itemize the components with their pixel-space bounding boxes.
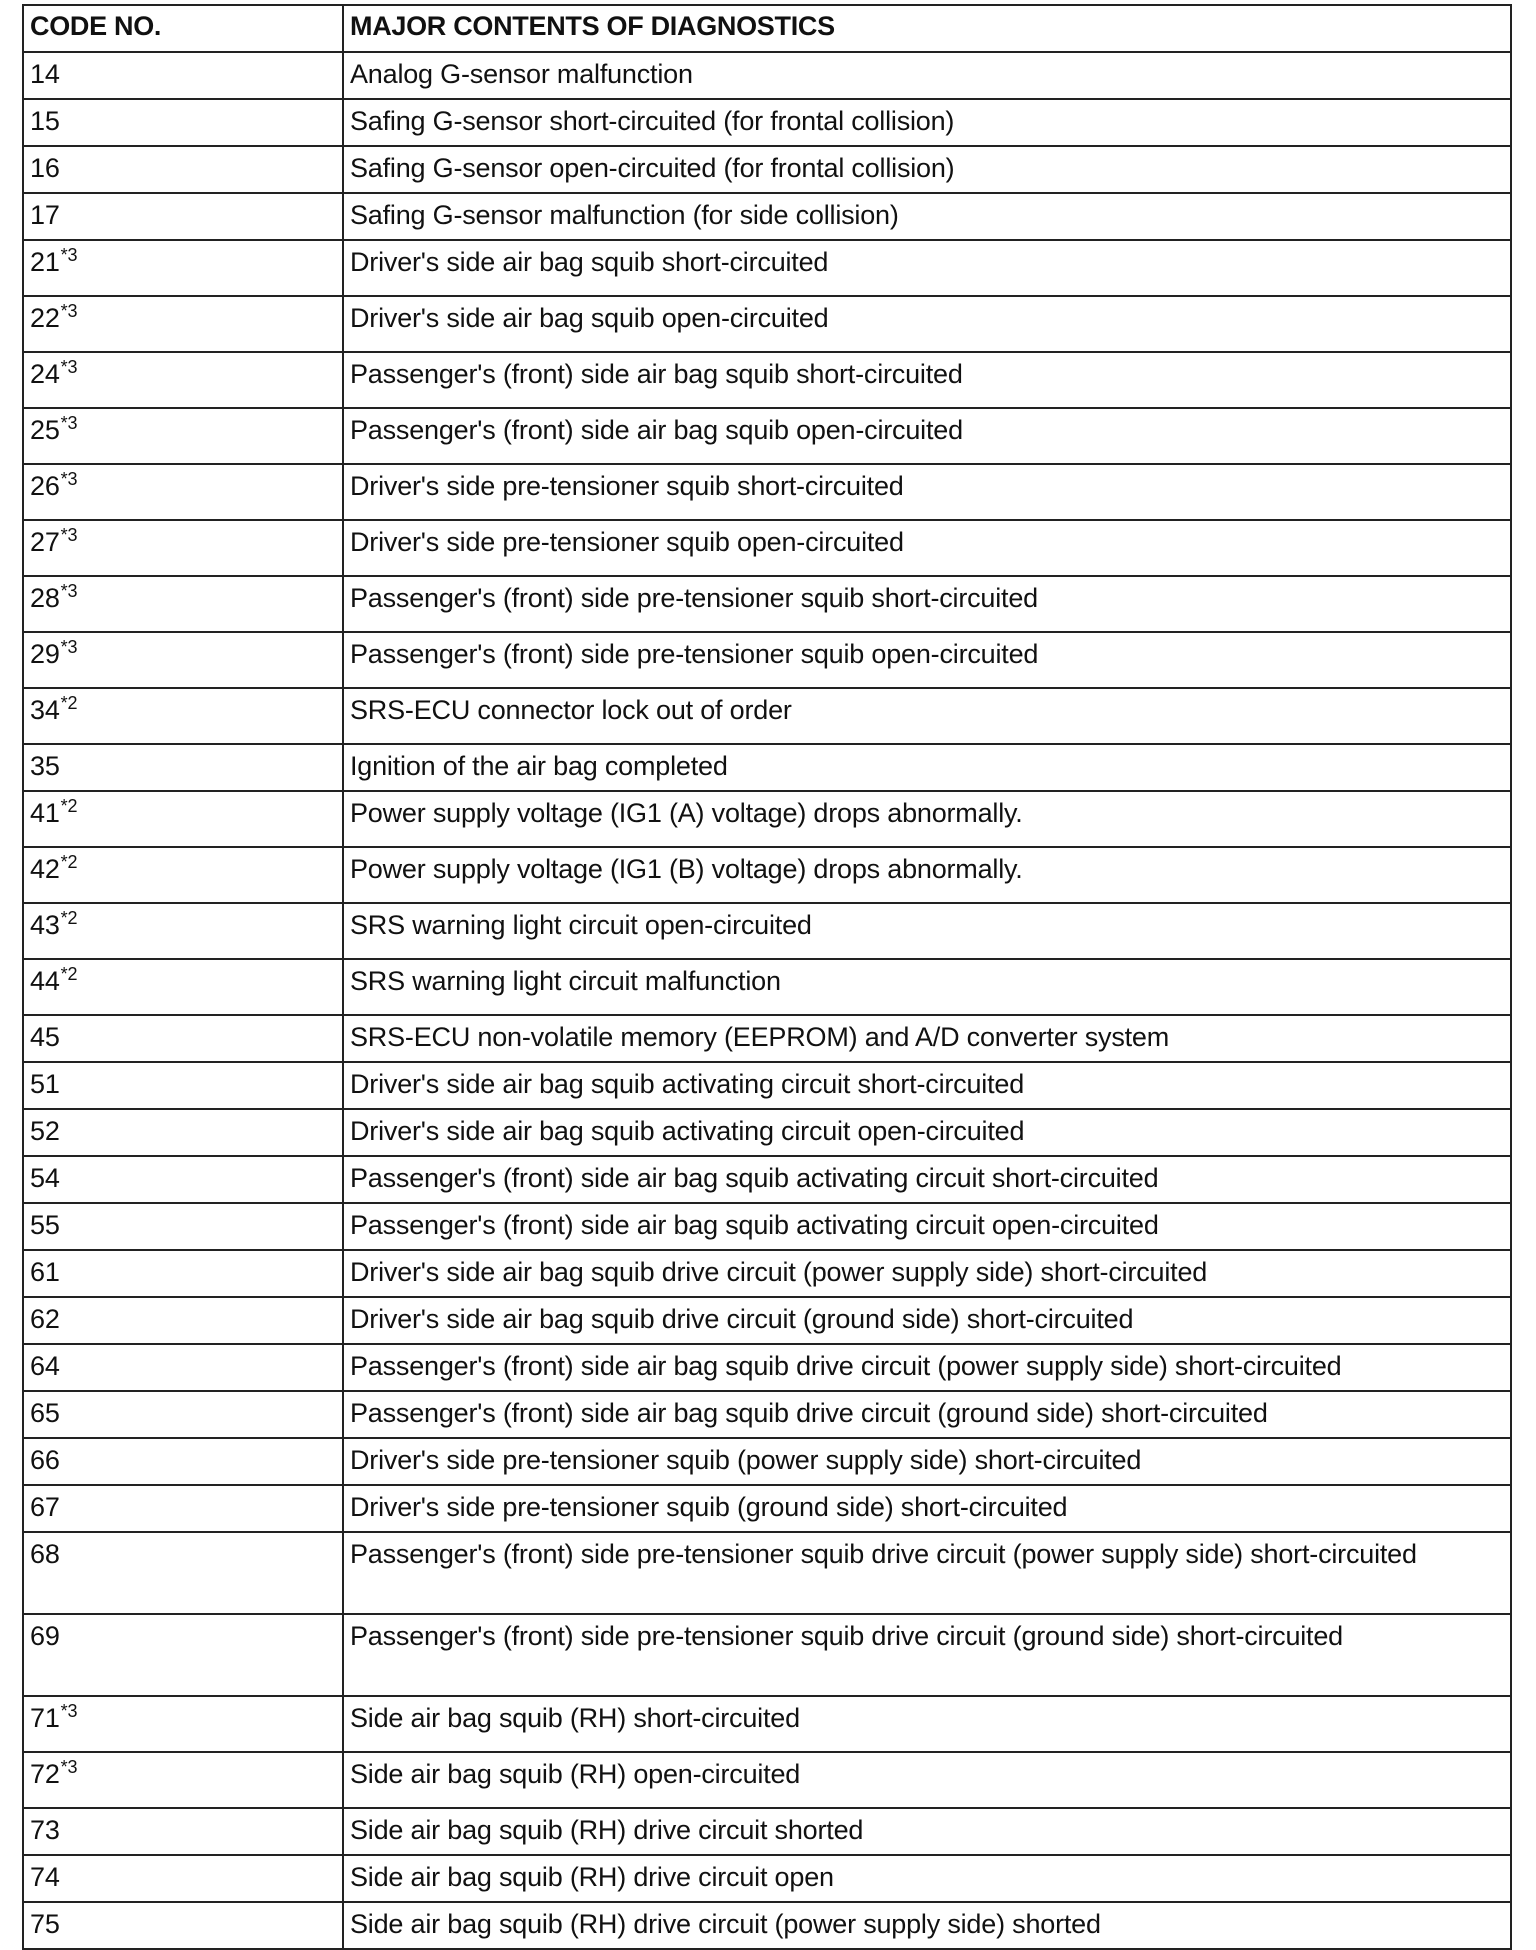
diagnostic-description: Driver's side air bag squib activating circuit short-circuited xyxy=(343,1062,1511,1109)
code-number: 61 xyxy=(30,1257,60,1287)
code-cell xyxy=(23,1696,343,1752)
code-number: 62 xyxy=(30,1304,60,1334)
code-number: 28 xyxy=(30,583,60,613)
code-cell xyxy=(23,1532,343,1614)
table-row xyxy=(23,1062,1511,1109)
code-number: 25 xyxy=(30,415,60,445)
code-footnote-mark: *2 xyxy=(60,964,78,984)
code-number: 24 xyxy=(30,359,60,389)
table-row xyxy=(23,1902,1511,1949)
code-cell xyxy=(23,240,343,296)
code-cell xyxy=(23,1855,343,1902)
table-row xyxy=(23,146,1511,193)
table-row xyxy=(23,1808,1511,1855)
code-cell xyxy=(23,146,343,193)
diagnostic-description: Driver's side air bag squib short-circuited xyxy=(343,240,1511,296)
code-number: 22 xyxy=(30,303,60,333)
code-cell xyxy=(23,464,343,520)
code-number: 14 xyxy=(30,59,60,89)
code-cell xyxy=(23,1808,343,1855)
code-footnote-mark: *2 xyxy=(60,693,78,713)
table-row xyxy=(23,1109,1511,1156)
code-number: 71 xyxy=(30,1703,60,1733)
code-number: 54 xyxy=(30,1163,60,1193)
table-row xyxy=(23,791,1511,847)
table-row xyxy=(23,1250,1511,1297)
diagnostic-description: Passenger's (front) side air bag squib short-circuited xyxy=(343,352,1511,408)
code-cell xyxy=(23,632,343,688)
table-row xyxy=(23,1391,1511,1438)
diagnostic-description: SRS warning light circuit malfunction xyxy=(343,959,1511,1015)
code-footnote-mark: *3 xyxy=(60,357,78,377)
code-footnote-mark: *3 xyxy=(60,1757,78,1777)
code-number: 75 xyxy=(30,1909,60,1939)
table-row xyxy=(23,959,1511,1015)
diagnostic-codes-table xyxy=(22,4,1512,1950)
code-number: 55 xyxy=(30,1210,60,1240)
major-contents-header: MAJOR CONTENTS OF DIAGNOSTICS xyxy=(343,5,1511,52)
code-number: 16 xyxy=(30,153,60,183)
code-footnote-mark: *3 xyxy=(60,637,78,657)
diagnostic-description: Passenger's (front) side air bag squib activating circuit short-circuited xyxy=(343,1156,1511,1203)
code-number: 41 xyxy=(30,798,60,828)
diagnostic-description: Passenger's (front) side pre-tensioner squib short-circuited xyxy=(343,576,1511,632)
diagnostic-description: Passenger's (front) side pre-tensioner squib drive circuit (power supply side) short-circuited xyxy=(343,1532,1511,1614)
table-row xyxy=(23,903,1511,959)
diagnostic-description: SRS warning light circuit open-circuited xyxy=(343,903,1511,959)
code-footnote-mark: *2 xyxy=(60,796,78,816)
code-cell xyxy=(23,791,343,847)
code-number: 17 xyxy=(30,200,60,230)
table-row xyxy=(23,520,1511,576)
code-cell xyxy=(23,1614,343,1696)
table-row xyxy=(23,408,1511,464)
code-number: 51 xyxy=(30,1069,60,1099)
diagnostic-description: Passenger's (front) side pre-tensioner squib open-circuited xyxy=(343,632,1511,688)
table-row xyxy=(23,1614,1511,1696)
diagnostic-description: Passenger's (front) side air bag squib drive circuit (power supply side) short-circuited xyxy=(343,1344,1511,1391)
code-footnote-mark: *3 xyxy=(60,581,78,601)
diagnostic-description: Safing G-sensor open-circuited (for frontal collision) xyxy=(343,146,1511,193)
diagnostic-description: Power supply voltage (IG1 (A) voltage) drops abnormally. xyxy=(343,791,1511,847)
table-row xyxy=(23,1485,1511,1532)
code-number: 42 xyxy=(30,854,60,884)
code-number: 45 xyxy=(30,1022,60,1052)
diagnostic-description: Driver's side pre-tensioner squib short-circuited xyxy=(343,464,1511,520)
diagnostic-description: Side air bag squib (RH) drive circuit (power supply side) shorted xyxy=(343,1902,1511,1949)
code-cell xyxy=(23,1902,343,1949)
table-row xyxy=(23,1438,1511,1485)
code-cell xyxy=(23,903,343,959)
diagnostic-description: Driver's side pre-tensioner squib (ground side) short-circuited xyxy=(343,1485,1511,1532)
table-row xyxy=(23,576,1511,632)
code-number: 66 xyxy=(30,1445,60,1475)
table-row xyxy=(23,632,1511,688)
table-row xyxy=(23,1532,1511,1614)
table-row xyxy=(23,52,1511,99)
diagnostic-description: Side air bag squib (RH) drive circuit open xyxy=(343,1855,1511,1902)
code-cell xyxy=(23,408,343,464)
code-number: 27 xyxy=(30,527,60,557)
code-number: 43 xyxy=(30,910,60,940)
code-cell xyxy=(23,352,343,408)
code-number: 35 xyxy=(30,751,60,781)
diagnostic-description: Side air bag squib (RH) drive circuit shorted xyxy=(343,1808,1511,1855)
code-number: 34 xyxy=(30,695,60,725)
table-row xyxy=(23,1015,1511,1062)
code-cell xyxy=(23,1391,343,1438)
diagnostic-description: Power supply voltage (IG1 (B) voltage) drops abnormally. xyxy=(343,847,1511,903)
table-row xyxy=(23,744,1511,791)
table-row xyxy=(23,1855,1511,1902)
table-row xyxy=(23,847,1511,903)
code-cell xyxy=(23,52,343,99)
code-cell xyxy=(23,296,343,352)
diagnostic-description: Passenger's (front) side air bag squib open-circuited xyxy=(343,408,1511,464)
code-cell xyxy=(23,1297,343,1344)
code-cell xyxy=(23,576,343,632)
code-footnote-mark: *3 xyxy=(60,413,78,433)
code-footnote-mark: *2 xyxy=(60,852,78,872)
table-row xyxy=(23,464,1511,520)
code-footnote-mark: *3 xyxy=(60,245,78,265)
table-row xyxy=(23,352,1511,408)
diagnostic-description: SRS-ECU connector lock out of order xyxy=(343,688,1511,744)
diagnostic-description: Side air bag squib (RH) open-circuited xyxy=(343,1752,1511,1808)
code-cell xyxy=(23,1062,343,1109)
code-number: 26 xyxy=(30,471,60,501)
code-number: 74 xyxy=(30,1862,60,1892)
code-number: 67 xyxy=(30,1492,60,1522)
code-cell xyxy=(23,847,343,903)
diagnostic-description: Driver's side pre-tensioner squib open-circuited xyxy=(343,520,1511,576)
code-footnote-mark: *3 xyxy=(60,1701,78,1721)
code-cell xyxy=(23,520,343,576)
code-cell xyxy=(23,1752,343,1808)
code-cell xyxy=(23,1015,343,1062)
diagnostic-description: SRS-ECU non-volatile memory (EEPROM) and A/D converter system xyxy=(343,1015,1511,1062)
code-number: 15 xyxy=(30,106,60,136)
diagnostic-description: Ignition of the air bag completed xyxy=(343,744,1511,791)
table-row xyxy=(23,1203,1511,1250)
diagnostic-description: Driver's side air bag squib drive circuit (power supply side) short-circuited xyxy=(343,1250,1511,1297)
code-footnote-mark: *3 xyxy=(60,301,78,321)
table-row xyxy=(23,99,1511,146)
code-number: 72 xyxy=(30,1759,60,1789)
diagnostic-description: Driver's side air bag squib drive circuit (ground side) short-circuited xyxy=(343,1297,1511,1344)
table-row xyxy=(23,1696,1511,1752)
diagnostic-description: Safing G-sensor short-circuited (for frontal collision) xyxy=(343,99,1511,146)
code-number: 73 xyxy=(30,1815,60,1845)
code-number: 64 xyxy=(30,1351,60,1381)
table-row xyxy=(23,1156,1511,1203)
code-cell xyxy=(23,1250,343,1297)
code-footnote-mark: *3 xyxy=(60,469,78,489)
code-no-header: CODE NO. xyxy=(23,5,343,52)
table-row xyxy=(23,240,1511,296)
diagnostic-description: Driver's side pre-tensioner squib (power supply side) short-circuited xyxy=(343,1438,1511,1485)
code-cell xyxy=(23,959,343,1015)
table-row xyxy=(23,688,1511,744)
code-number: 29 xyxy=(30,639,60,669)
table-row xyxy=(23,296,1511,352)
table-row xyxy=(23,1344,1511,1391)
diagnostic-description: Analog G-sensor malfunction xyxy=(343,52,1511,99)
diagnostic-description: Side air bag squib (RH) short-circuited xyxy=(343,1696,1511,1752)
diagnostic-description: Driver's side air bag squib open-circuited xyxy=(343,296,1511,352)
table-header-row xyxy=(23,5,1511,52)
diagnostic-description: Passenger's (front) side air bag squib drive circuit (ground side) short-circuited xyxy=(343,1391,1511,1438)
code-footnote-mark: *2 xyxy=(60,908,78,928)
code-cell xyxy=(23,1109,343,1156)
code-cell xyxy=(23,688,343,744)
code-number: 44 xyxy=(30,966,60,996)
table-body xyxy=(23,52,1511,1949)
code-cell xyxy=(23,1485,343,1532)
table-row xyxy=(23,193,1511,240)
diagnostic-description: Passenger's (front) side air bag squib activating circuit open-circuited xyxy=(343,1203,1511,1250)
code-cell xyxy=(23,1156,343,1203)
table-row xyxy=(23,1297,1511,1344)
code-footnote-mark: *3 xyxy=(60,525,78,545)
diagnostic-description: Driver's side air bag squib activating circuit open-circuited xyxy=(343,1109,1511,1156)
code-cell xyxy=(23,1438,343,1485)
code-cell xyxy=(23,1203,343,1250)
code-cell xyxy=(23,744,343,791)
code-number: 69 xyxy=(30,1621,60,1651)
code-cell xyxy=(23,99,343,146)
diagnostic-description: Passenger's (front) side pre-tensioner squib drive circuit (ground side) short-circuited xyxy=(343,1614,1511,1696)
code-number: 21 xyxy=(30,247,60,277)
code-cell xyxy=(23,193,343,240)
code-number: 65 xyxy=(30,1398,60,1428)
code-number: 68 xyxy=(30,1539,60,1569)
code-number: 52 xyxy=(30,1116,60,1146)
table-row xyxy=(23,1752,1511,1808)
diagnostic-description: Safing G-sensor malfunction (for side collision) xyxy=(343,193,1511,240)
code-cell xyxy=(23,1344,343,1391)
